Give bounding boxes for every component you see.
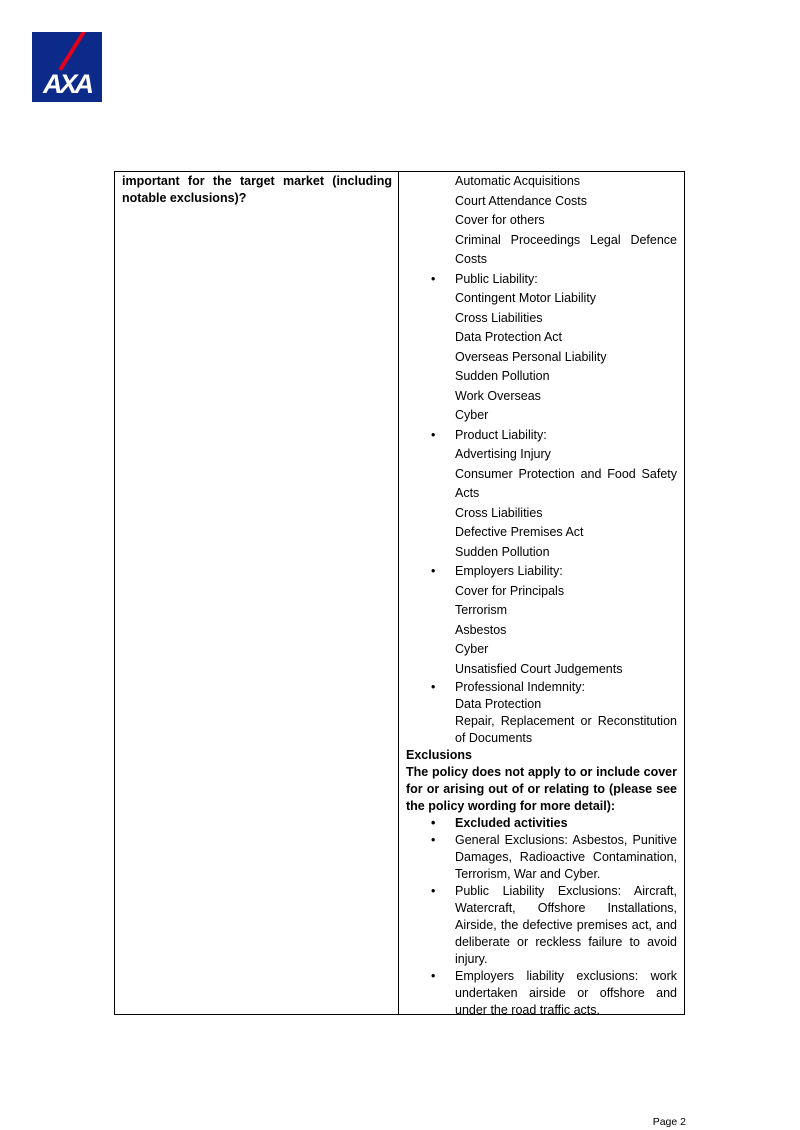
question-text: important for the target market (including notable exclusions)? bbox=[122, 174, 392, 205]
coverage-item bbox=[431, 426, 677, 446]
coverage-item-text: Terrorism bbox=[455, 603, 508, 617]
coverage-item bbox=[455, 582, 677, 602]
coverage-item bbox=[455, 211, 677, 231]
coverage-item-text: Sudden Pollution bbox=[455, 544, 550, 559]
coverage-item-text: Sudden Pollution bbox=[455, 369, 550, 383]
coverage-item-text: Court Attendance Costs bbox=[455, 193, 588, 208]
coverage-item bbox=[455, 543, 677, 563]
coverage-item bbox=[455, 309, 677, 329]
exclusion-item-text: Public Liability Exclusions: Aircraft, Watercraft, Offshore Installations, Airside, the defective premises act, and deliberate or reckless failure to avoid injury. bbox=[455, 884, 677, 966]
question-cell bbox=[115, 172, 399, 1014]
pi-item-text: Professional Indemnity: bbox=[455, 680, 585, 694]
professional-indemnity-list bbox=[399, 679, 685, 747]
coverage-item bbox=[455, 523, 677, 543]
bullet-icon: • bbox=[431, 884, 436, 898]
coverage-item bbox=[455, 640, 677, 660]
coverage-item-text: Cross Liabilities bbox=[455, 505, 543, 520]
pi-item bbox=[455, 713, 677, 747]
exclusion-item bbox=[431, 832, 677, 883]
exclusion-item-text: General Exclusions: Asbestos, Punitive Damages, Radioactive Contamination, Terrorism, War and Cyber. bbox=[455, 833, 677, 881]
logo-slash bbox=[58, 32, 96, 71]
coverage-item bbox=[455, 289, 677, 309]
bullet-icon: • bbox=[431, 833, 436, 847]
pi-item-text: Data Protection bbox=[455, 697, 542, 711]
coverage-item bbox=[455, 601, 677, 621]
bullet-icon: • bbox=[431, 680, 436, 694]
coverage-item-text: Cross Liabilities bbox=[455, 310, 543, 325]
coverage-item bbox=[455, 445, 677, 465]
coverage-item-text: Defective Premises Act bbox=[455, 525, 584, 539]
bullet-icon: • bbox=[431, 969, 436, 983]
exclusion-item bbox=[431, 883, 677, 968]
coverage-item bbox=[455, 660, 677, 680]
coverage-item bbox=[455, 328, 677, 348]
exclusion-item-text: Excluded activities bbox=[455, 816, 568, 830]
coverage-item bbox=[431, 562, 677, 582]
exclusions-heading: Exclusions bbox=[406, 748, 472, 762]
exclusions-intro: The policy does not apply to or include cover for or arising out of or relating to (please see the policy wording for more detail): bbox=[406, 765, 677, 813]
bullet-icon: • bbox=[431, 816, 436, 830]
coverage-list bbox=[399, 172, 685, 679]
pi-item bbox=[431, 679, 677, 696]
logo-text: AXA bbox=[42, 69, 91, 99]
pi-item-text: Repair, Replacement or Reconstitution of Documents bbox=[455, 714, 677, 745]
coverage-item bbox=[455, 231, 677, 270]
coverage-item bbox=[455, 192, 677, 212]
pi-item bbox=[455, 696, 677, 713]
coverage-item-text: Product Liability: bbox=[455, 427, 547, 442]
coverage-item-text: Unsatisfied Court Judgements bbox=[455, 661, 623, 676]
coverage-item bbox=[455, 465, 677, 504]
coverage-item bbox=[455, 367, 677, 387]
coverage-item-text: Data Protection Act bbox=[455, 330, 563, 344]
axa-logo bbox=[32, 32, 102, 102]
coverage-item-text: Advertising Injury bbox=[455, 447, 551, 461]
coverage-item-text: Criminal Proceedings Legal Defence Costs bbox=[455, 232, 677, 266]
coverage-item-text: Cyber bbox=[455, 642, 489, 656]
coverage-item-text: Cover for Principals bbox=[455, 583, 565, 598]
product-table bbox=[114, 171, 685, 1015]
bullet-icon: • bbox=[431, 427, 436, 442]
page-number: Page 2 bbox=[652, 1116, 686, 1128]
coverage-item bbox=[455, 504, 677, 524]
coverage-item-text: Contingent Motor Liability bbox=[455, 291, 597, 305]
coverage-item bbox=[455, 172, 677, 192]
exclusion-item bbox=[431, 815, 677, 832]
coverage-item bbox=[455, 406, 677, 426]
coverage-item-text: Overseas Personal Liability bbox=[455, 349, 607, 364]
coverage-item bbox=[431, 270, 677, 290]
coverage-item bbox=[455, 621, 677, 641]
coverage-item-text: Cyber bbox=[455, 408, 489, 422]
coverage-item-text: Consumer Protection and Food Safety Acts bbox=[455, 466, 677, 500]
coverage-item-text: Automatic Acquisitions bbox=[455, 174, 581, 188]
coverage-item-text: Cover for others bbox=[455, 213, 545, 227]
exclusion-item-text: Employers liability exclusions: work undertaken airside or offshore and under the road traffic acts. bbox=[455, 969, 677, 1017]
bullet-icon: • bbox=[431, 271, 436, 286]
exclusion-item bbox=[431, 968, 677, 1019]
coverage-item-text: Asbestos bbox=[455, 622, 507, 637]
coverage-item-text: Employers Liability: bbox=[455, 564, 563, 578]
coverage-item bbox=[455, 387, 677, 407]
answer-cell bbox=[399, 172, 685, 1017]
exclusions-list bbox=[399, 815, 685, 1019]
coverage-item bbox=[455, 348, 677, 368]
coverage-item-text: Work Overseas bbox=[455, 388, 541, 403]
bullet-icon: • bbox=[431, 564, 436, 578]
coverage-item-text: Public Liability: bbox=[455, 271, 538, 286]
